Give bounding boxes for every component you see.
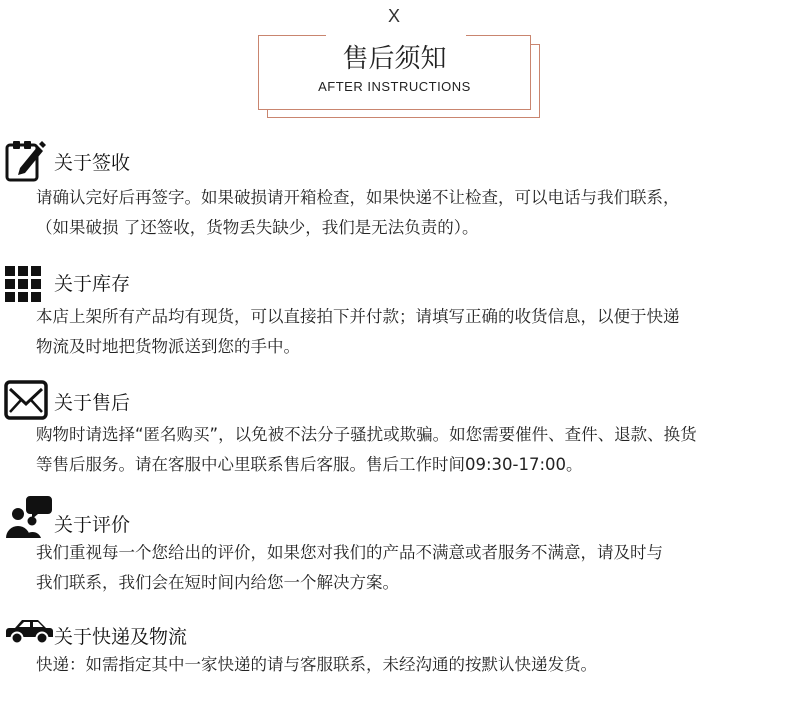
text-line: 快递：如需指定其中一家快递的请与客服联系，未经沟通的按默认快递发货。 bbox=[36, 655, 597, 674]
text-line: 请确认完好后再签字。如果破损请开箱检查，如果快递不让检查，可以电话与我们联系， bbox=[36, 188, 680, 207]
section-text bbox=[36, 538, 781, 598]
text-line: 等售后服务。请在客服中心里联系售后客服。售后工作时间09:30-17:00。 bbox=[36, 455, 583, 474]
section-title: 关于快递及物流 bbox=[54, 626, 188, 648]
grid-icon bbox=[4, 266, 42, 302]
close-button[interactable]: X bbox=[388, 6, 401, 26]
envelope-icon bbox=[4, 380, 48, 420]
section-title: 关于库存 bbox=[54, 273, 131, 295]
section-title: 关于售后 bbox=[54, 392, 131, 414]
section-text bbox=[36, 302, 781, 362]
header-frame-front bbox=[258, 35, 531, 110]
text-line: 我们重视每一个您给出的评价，如果您对我们的产品不满意或者服务不满意，请及时与 bbox=[36, 543, 663, 562]
text-line: 购物时请选择“匿名购买”，以免被不法分子骚扰或欺骗。如您需要催件、查件、退款、换货 bbox=[36, 425, 697, 444]
section-text bbox=[36, 183, 781, 243]
section-text bbox=[36, 420, 781, 480]
page-title: 售后须知 bbox=[342, 44, 447, 74]
text-line: 我们联系，我们会在短时间内给您一个解决方案。 bbox=[36, 573, 399, 592]
edit-icon bbox=[4, 138, 46, 182]
section-title: 关于签收 bbox=[54, 152, 131, 174]
text-line: 物流及时地把货物派送到您的手中。 bbox=[36, 337, 300, 356]
text-line: （如果破损 了还签收，货物丢失缺少，我们是无法负责的）。 bbox=[36, 218, 479, 237]
text-line: 本店上架所有产品均有现货，可以直接拍下并付款；请填写正确的收货信息，以便于快递 bbox=[36, 307, 680, 326]
section-text bbox=[36, 650, 781, 680]
section-title: 关于评价 bbox=[54, 514, 131, 536]
header-gap bbox=[326, 33, 466, 38]
car-icon bbox=[4, 618, 54, 646]
page-subtitle: AFTER INSTRUCTIONS bbox=[318, 79, 471, 94]
chat-users-icon bbox=[4, 494, 52, 540]
